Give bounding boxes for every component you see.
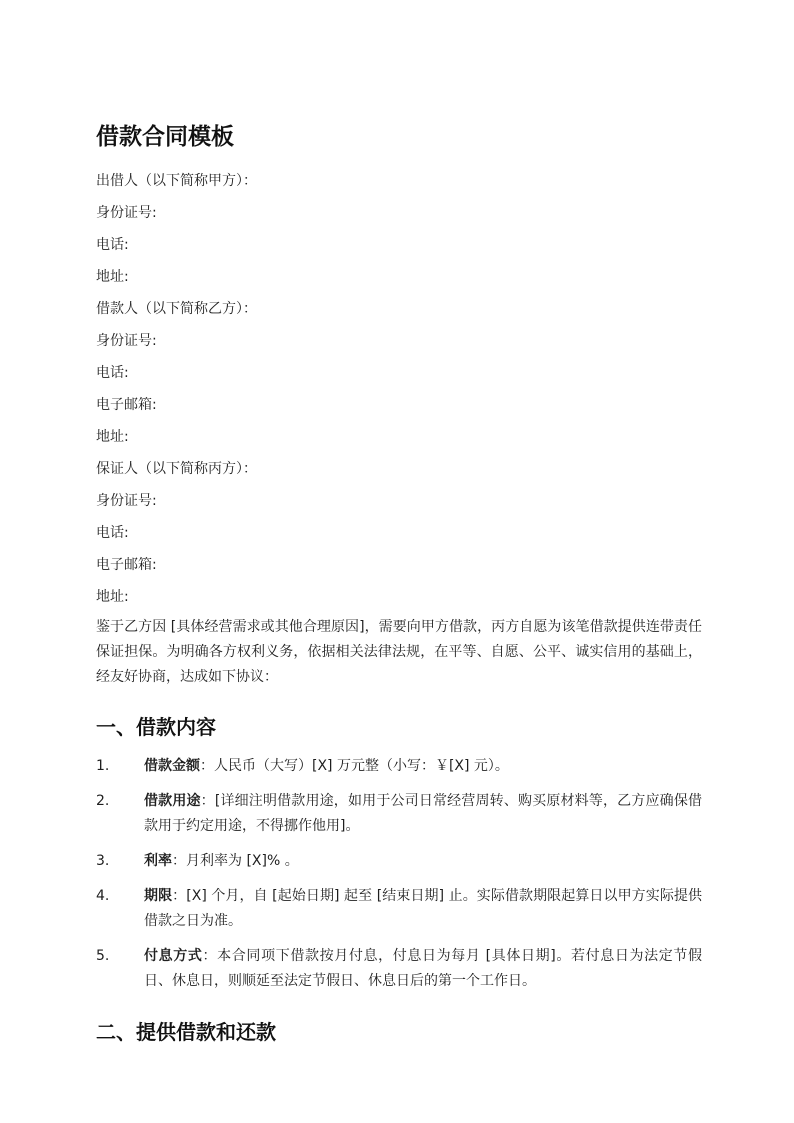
list-item [96, 754, 702, 779]
list-item [96, 789, 702, 839]
borrower-email: 电子邮箱: [96, 397, 157, 413]
term-text: 人民币（大写）[X] 万元整（小写：￥[X] 元）。 [214, 758, 509, 774]
guarantor-label: 保证人（以下简称丙方）： [96, 461, 257, 477]
guarantor-email: 电子邮箱: [96, 557, 157, 573]
term-label: 期限 [144, 888, 173, 904]
list-number: 1. [96, 758, 110, 774]
term-separator: ： [172, 888, 187, 904]
loan-terms-list [96, 754, 702, 994]
term-text: [详细注明借款用途，如用于公司日常经营周转、购买原材料等，乙方应确保借款用于约定用途，不得挪作他用]。 [144, 793, 702, 834]
borrower-address: 地址: [96, 429, 129, 445]
list-item [96, 884, 702, 934]
list-number: 2. [96, 793, 110, 809]
section-heading-loan-content: 一、借款内容 [96, 715, 216, 739]
list-number: 5. [96, 948, 110, 964]
term-text: 本合同项下借款按月付息，付息日为每月 [具体日期]。若付息日为法定节假日、休息日，则顺延至法定节假日、休息日后的第一个工作日。 [144, 948, 703, 989]
term-separator: ： [200, 793, 215, 809]
term-label: 借款金额 [144, 758, 200, 774]
list-number: 4. [96, 888, 110, 904]
guarantor-id-number: 身份证号: [96, 493, 157, 509]
document-title: 借款合同模板 [96, 124, 234, 150]
guarantor-phone: 电话: [96, 525, 129, 541]
guarantor-address: 地址: [96, 589, 129, 605]
lender-address: 地址: [96, 269, 129, 285]
section-heading-loan-and-repayment: 二、提供借款和还款 [96, 1020, 276, 1044]
intro-paragraph: 鉴于乙方因 [具体经营需求或其他合理原因]，需要向甲方借款，丙方自愿为该笔借款提供连带责任保证担保。为明确各方权利义务，依据相关法律法规，在平等、自愿、公平、诚实信用的基础上，经友好协商，达成如下协议： [96, 619, 702, 685]
list-item [96, 944, 702, 994]
document-body [96, 118, 702, 1046]
list-item [96, 849, 702, 874]
term-text: [X] 个月，自 [起始日期] 起至 [结束日期] 止。实际借款期限起算日以甲方实际提供借款之日为准。 [144, 888, 703, 929]
lender-id-number: 身份证号: [96, 205, 157, 221]
lender-phone: 电话: [96, 237, 129, 253]
list-number: 3. [96, 853, 110, 869]
lender-label: 出借人（以下简称甲方）： [96, 173, 257, 189]
term-text: 月利率为 [X]% 。 [186, 853, 299, 869]
borrower-id-number: 身份证号: [96, 333, 157, 349]
term-label: 借款用途 [144, 793, 201, 809]
term-separator: ： [172, 853, 186, 869]
term-label: 付息方式 [144, 948, 203, 964]
term-label: 利率 [144, 853, 172, 869]
term-separator: ： [200, 758, 214, 774]
borrower-phone: 电话: [96, 365, 129, 381]
term-separator: ： [202, 948, 218, 964]
borrower-label: 借款人（以下简称乙方）： [96, 301, 257, 317]
party-info [96, 171, 702, 607]
